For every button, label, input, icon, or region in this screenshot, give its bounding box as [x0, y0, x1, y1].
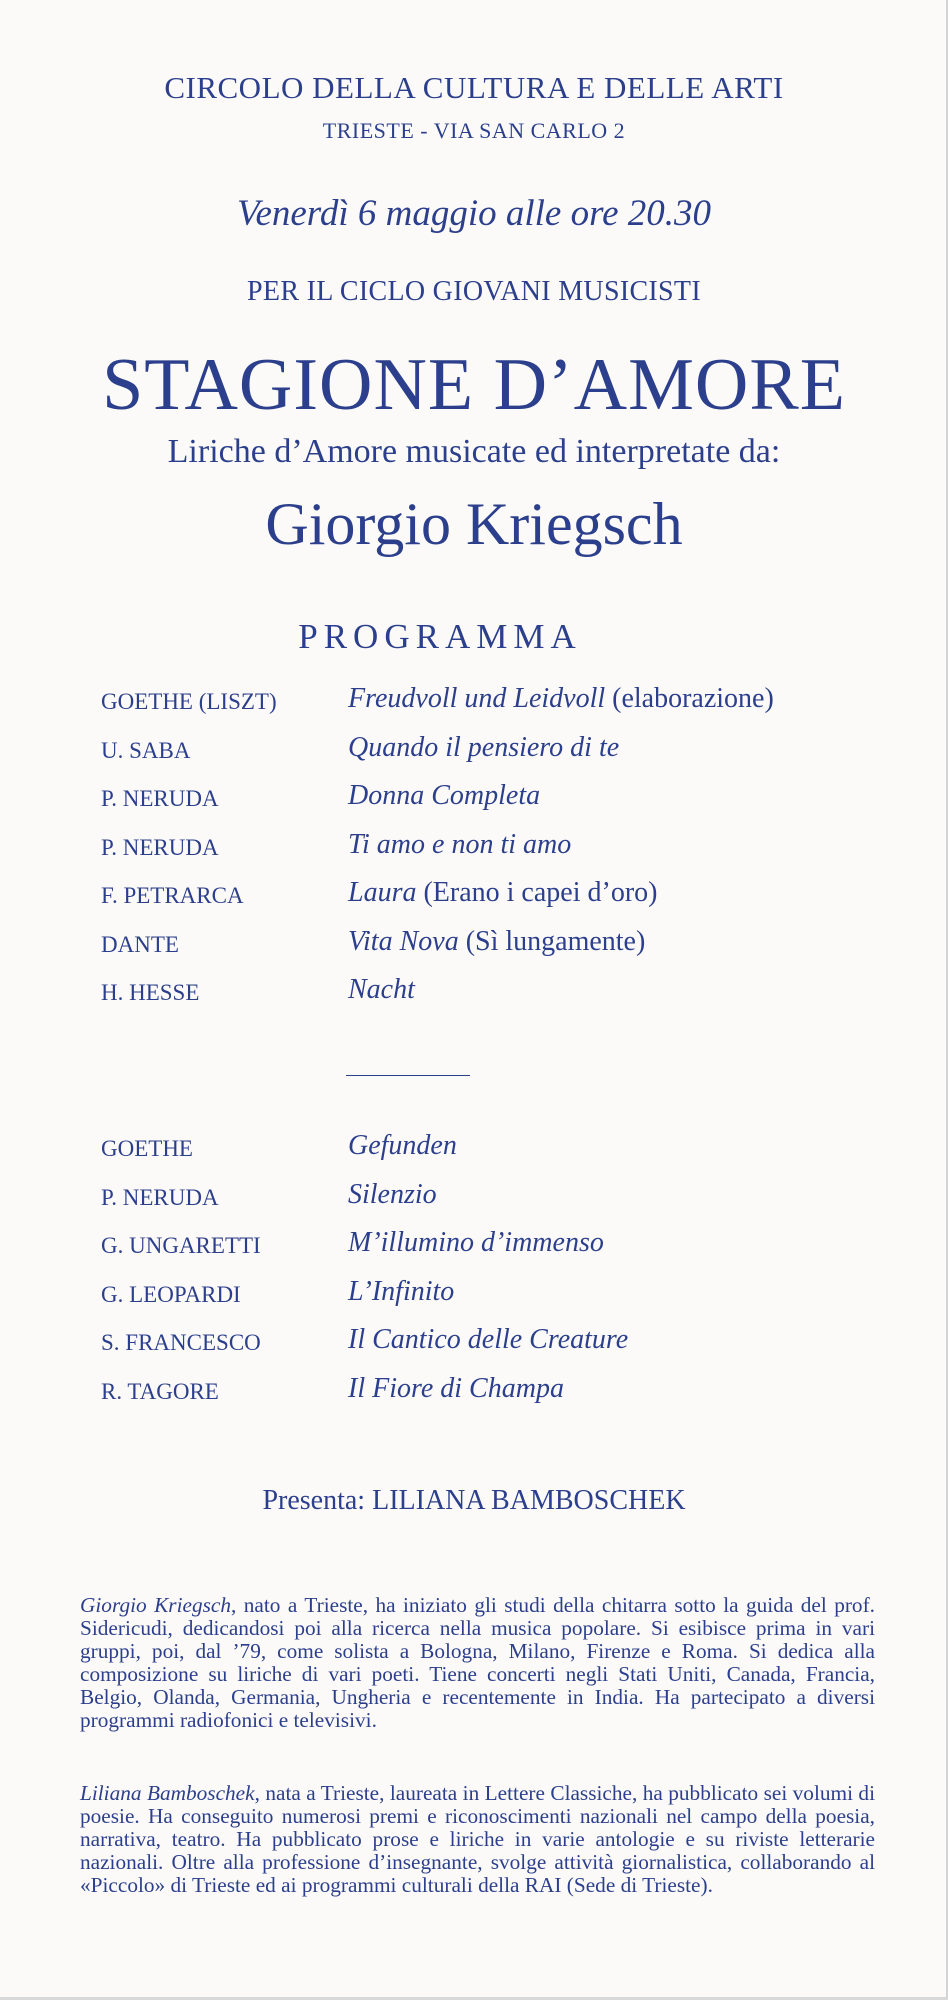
- program-heading: PROGRAMMA: [298, 617, 582, 656]
- program-author: U. SABA: [101, 737, 191, 763]
- program-row: [101, 829, 861, 878]
- program-author: P. NERUDA: [101, 786, 219, 811]
- bio-text: , nato a Trieste, ha iniziato gli studi della chitarra sotto la guida del prof. Sidericudi, dedicandosi poi alla ricerca nella musica popolare. Si esibisce prima in vari gruppi, poi, dal ’79, come solista a Bologna, Milano, Firenze e Roma. Si dedica alla composizione su liriche di vari poeti. Tiene concerti negli Stati Uniti, Canada, Francia, Belgio, Olanda, Germania, Ungheria e recentemente in India. Ha partecipato a diversi programmi radiofonici e televisivi.: [80, 1593, 875, 1732]
- work-title: Silenzio: [348, 1178, 437, 1210]
- program-work: [348, 1324, 628, 1356]
- program-work: [348, 877, 657, 909]
- program-work: [348, 1276, 454, 1308]
- organization-name: CIRCOLO DELLA CULTURA E DELLE ARTI: [164, 70, 784, 105]
- organization-address: TRIESTE - VIA SAN CARLO 2: [322, 118, 626, 143]
- work-title: Gefunden: [348, 1130, 457, 1161]
- work-title: Vita Nova: [348, 925, 459, 957]
- performer-name: Giorgio Kriegsch: [265, 491, 683, 557]
- program-work: [348, 829, 571, 861]
- work-title: L’Infinito: [348, 1275, 455, 1307]
- work-note: (elaborazione): [605, 683, 774, 714]
- performer-bio: [80, 1594, 875, 1732]
- work-title: Quando il pensiero di te: [348, 731, 620, 763]
- work-title: Freudvoll und Leidvoll: [348, 683, 606, 714]
- program-row: [101, 1227, 861, 1276]
- program-work: [348, 926, 645, 958]
- event-date: Venerdì 6 maggio alle ore 20.30: [236, 193, 712, 234]
- program-row: [101, 1130, 861, 1179]
- program-row: [101, 732, 861, 781]
- bio-name: Giorgio Kriegsch: [80, 1593, 231, 1617]
- program-author: GOETHE: [101, 1136, 193, 1161]
- program-author: P. NERUDA: [101, 1184, 219, 1210]
- program-work: [348, 732, 619, 764]
- program-work: [348, 1373, 564, 1405]
- program-work: [348, 1227, 604, 1259]
- program-work: [348, 1179, 437, 1211]
- event-series: PER IL CICLO GIOVANI MUSICISTI: [247, 276, 701, 307]
- work-note: (Erano i capei d’oro): [416, 877, 658, 908]
- event-subtitle: Liriche d’Amore musicate ed interpretate da:: [167, 433, 781, 470]
- program-author: F. PETRARCA: [101, 883, 244, 908]
- program-work: [348, 780, 540, 812]
- work-title: Il Fiore di Champa: [348, 1372, 564, 1404]
- work-title: Laura: [348, 877, 417, 908]
- program-row: [101, 780, 861, 829]
- program-work: [348, 683, 774, 715]
- work-title: Donna Completa: [348, 780, 541, 811]
- program-work: [348, 1130, 457, 1162]
- work-title: Il Cantico delle Creature: [348, 1324, 629, 1355]
- program-row: [101, 1276, 861, 1325]
- program-row: [101, 877, 861, 926]
- work-note: (Sì lungamente): [458, 925, 646, 957]
- event-title: STAGIONE D’AMORE: [102, 344, 846, 426]
- program-work: [348, 974, 415, 1006]
- program-row: [101, 683, 861, 732]
- presenter-line: Presenta: LILIANA BAMBOSCHEK: [262, 1485, 686, 1516]
- bio-name: Liliana Bamboschek: [80, 1781, 255, 1805]
- program-author: G. UNGARETTI: [101, 1233, 261, 1258]
- work-title: Nacht: [348, 974, 415, 1005]
- program-row: [101, 1373, 861, 1422]
- program-author: S. FRANCESCO: [101, 1330, 261, 1355]
- program-part-1: [101, 683, 861, 1023]
- program-author: H. HESSE: [101, 980, 200, 1005]
- work-title: M’illumino d’immenso: [348, 1227, 604, 1258]
- program-author: P. NERUDA: [101, 834, 219, 860]
- program-row: [101, 974, 861, 1023]
- program-author: G. LEOPARDI: [101, 1281, 241, 1307]
- program-part-2: [101, 1130, 861, 1421]
- program-author: R. TAGORE: [101, 1378, 219, 1404]
- presenter-bio: [80, 1782, 875, 1897]
- program-row: [101, 1324, 861, 1373]
- bio-text: , nata a Trieste, laureata in Lettere Classiche, ha pubblicato sei volumi di poesie. Ha conseguito numerosi premi e riconoscimenti nazionali nel campo della poesia, narrativa, teatro. Ha pubblicato prose e liriche in varie antologie e su riviste letterarie nazionali. Oltre alla professione d’insegnante, svolge attività giornalistica, collaborando al «Piccolo» di Trieste ed ai programmi culturali della RAI (Sede di Trieste).: [80, 1781, 875, 1897]
- program-divider: [346, 1075, 470, 1076]
- program-author: GOETHE (LISZT): [101, 689, 277, 714]
- work-title: Ti amo e non ti amo: [348, 828, 572, 860]
- program-row: [101, 926, 861, 975]
- program-row: [101, 1179, 861, 1228]
- program-author: DANTE: [101, 931, 179, 957]
